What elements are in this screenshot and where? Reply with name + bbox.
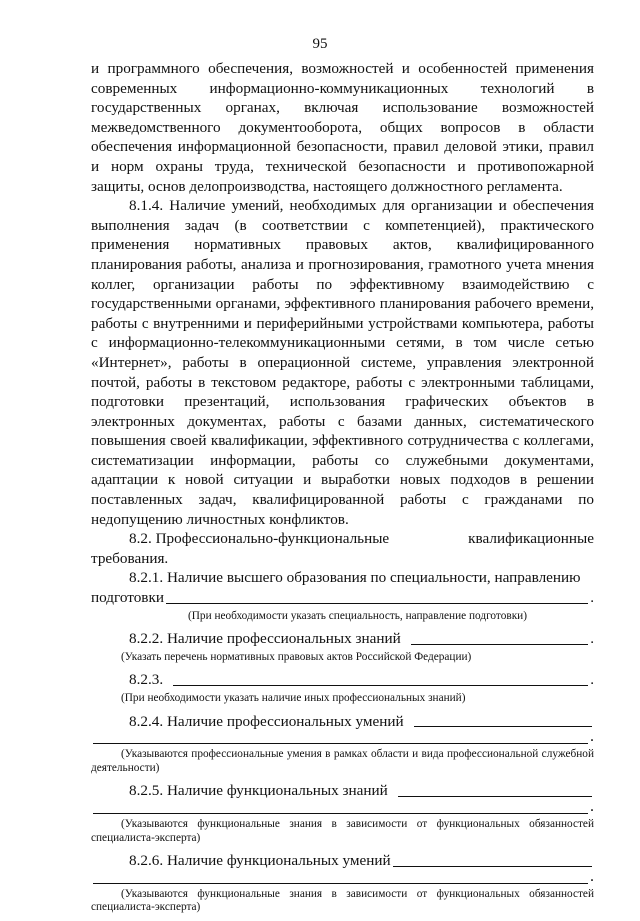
paragraph-continuation: и программного обеспечения, возможностей и особенностей применения современных информационно-коммуникационных технологий в государственных органах, включая использование возможностей межведомственного документооборота, общих вопросов в области обеспечения информационной безопасности, правил деловой этики, правил и норм охраны труда, технической безопасности и противопожарной защиты, основ делопроизводства, настоящего должностного регламента. — [91, 60, 594, 195]
field-8-2-4-dot: . — [590, 728, 594, 746]
field-8-2-5-label: 8.2.5. Наличие функциональных знаний — [129, 782, 388, 800]
field-8-2-5-line-2 — [91, 797, 594, 816]
field-8-2-1-label: подготовки — [91, 589, 164, 607]
field-8-2-3 — [91, 670, 594, 690]
field-8-2-5 — [91, 781, 594, 801]
section-heading-8-2 — [91, 529, 594, 549]
field-8-2-2-label: 8.2.2. Наличие профессиональных знаний — [129, 630, 401, 648]
field-8-2-1-note: (При необходимости указать специальность, направление подготовки) — [188, 609, 527, 622]
document-body — [91, 59, 594, 921]
field-8-2-3-dot: . — [590, 671, 594, 689]
field-8-2-5-note: (Указываются функциональные знания в зависимости от функциональных обязанностей специалиста-эксперта) — [91, 817, 594, 844]
field-8-2-6 — [91, 851, 594, 871]
heading-continuation: требования. — [91, 549, 169, 567]
paragraph-8-2-1: 8.2.1. Наличие высшего образования по специальности, направлению — [129, 569, 581, 587]
field-8-2-1-dot: . — [590, 589, 594, 607]
field-8-2-4-blank-2[interactable] — [93, 730, 588, 744]
field-8-2-5-blank[interactable] — [398, 783, 592, 797]
heading-right: квалификационные — [468, 530, 594, 548]
field-8-2-6-label: 8.2.6. Наличие функциональных умений — [129, 852, 391, 870]
field-8-2-5-dot: . — [590, 797, 594, 815]
field-8-2-4 — [91, 712, 594, 732]
field-8-2-3-label: 8.2.3. — [129, 671, 164, 689]
field-8-2-6-dot: . — [590, 867, 594, 885]
field-8-2-4-label: 8.2.4. Наличие профессиональных умений — [129, 712, 404, 730]
paragraph-8-1-4: 8.1.4. Наличие умений, необходимых для организации и обеспечения выполнения задач (в соответствии с компетенцией), практического применения нормативных правовых актов, квалифицированного планирования работы, анализа и прогнозирования, грамотного учета мнения коллег, организации работы по эффективному взаимодействию с государственными органами, эффективного планирования рабочего времени, работы с внутренними и периферийными устройствами компьютера, работы с информационно-телекоммуникационными сетями, в том числе сетью «Интернет», работы в операционной системе, управления электронной почтой, работы в текстовом редакторе, работы с электронными таблицами, подготовки презентаций, использования графических объектов в электронных документах, работы с базами данных, систематического повышения своей квалификации, эффективного сотрудничества с коллегами, систематизации информации, работы со служебными документами, адаптации к новой ситуации и выработки новых подходов в решении поставленных задач, квалифицированной работы с гражданами по недопущению личностных конфликтов. — [91, 197, 594, 528]
field-8-2-5-blank-2[interactable] — [93, 800, 588, 814]
field-8-2-4-note: (Указываются профессиональные умения в рамках области и вида профессиональной служебной деятельности) — [91, 748, 594, 774]
field-8-2-6-blank-2[interactable] — [93, 870, 588, 884]
field-8-2-6-line-2 — [91, 867, 594, 886]
field-8-2-3-note: (При необходимости указать наличие иных профессиональных знаний) — [121, 692, 466, 704]
heading-left: 8.2. Профессионально-функциональные — [129, 530, 390, 548]
field-8-2-6-blank[interactable] — [393, 853, 592, 867]
field-8-2-2-blank[interactable] — [411, 631, 588, 645]
field-8-2-4-blank[interactable] — [414, 713, 592, 727]
page-number: 95 — [312, 36, 328, 52]
field-8-2-2-note: (Указать перечень нормативных правовых актов Российской Федерации) — [121, 650, 472, 663]
field-8-2-1-blank[interactable] — [166, 590, 588, 604]
field-8-2-4-line-2 — [91, 728, 594, 746]
field-8-2-2 — [91, 629, 594, 649]
field-8-2-1 — [91, 588, 594, 608]
field-8-2-2-dot: . — [590, 630, 594, 648]
field-8-2-3-blank[interactable] — [173, 672, 588, 686]
field-8-2-6-note: (Указываются функциональные знания в зависимости от функциональных обязанностей специалиста-эксперта) — [91, 887, 594, 914]
